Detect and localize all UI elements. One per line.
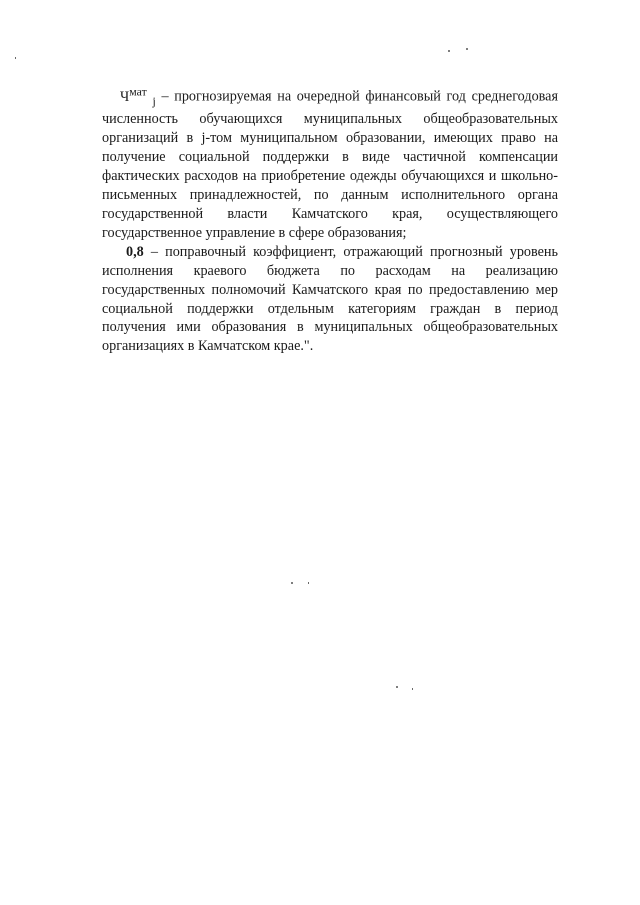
scan-speck: [412, 688, 413, 690]
scan-speck: [466, 48, 468, 50]
scan-speck: [396, 686, 398, 688]
scan-speck: [308, 582, 309, 584]
paragraph-coefficient: [102, 243, 558, 356]
paragraph-coefficient-text: – поправочный коэффициент, отражающий прогнозный уровень исполнения краевого бюджета по расходам на реализацию государственных полномочий Камчатского края по предоставлению мер социальной поддержки отдельным категориям граждан в период получения ими образования в муниципальных общеобразовательных организациях в Камчатском крае.".: [102, 243, 558, 355]
symbol-student-count: [102, 84, 156, 108]
paragraph-student-count-text: – прогнозируемая на очередной финансовый год среднегодовая численность обучающихся муниципальных общеобразовательных организаций в j-том муниципальном образовании, имеющих право на получение социальной поддержки в виде частичной компенсации фактических расходов на приобретение одежды обучающихся и школьно-письменных принадлежностей, по данным исполнительного органа государственной власти Камчатского края, осуществляющего государственное управление в сфере образования;: [102, 88, 559, 241]
symbol-subscript: j: [152, 93, 156, 108]
scan-speck: [291, 582, 293, 584]
scan-speck: [448, 50, 450, 52]
document-body: [102, 82, 558, 356]
paragraph-student-count: [102, 82, 558, 243]
symbol-base: Ч: [120, 88, 130, 105]
scan-speck: [15, 57, 16, 59]
coefficient-value: 0,8: [126, 243, 144, 260]
symbol-superscript: мат: [129, 84, 147, 98]
